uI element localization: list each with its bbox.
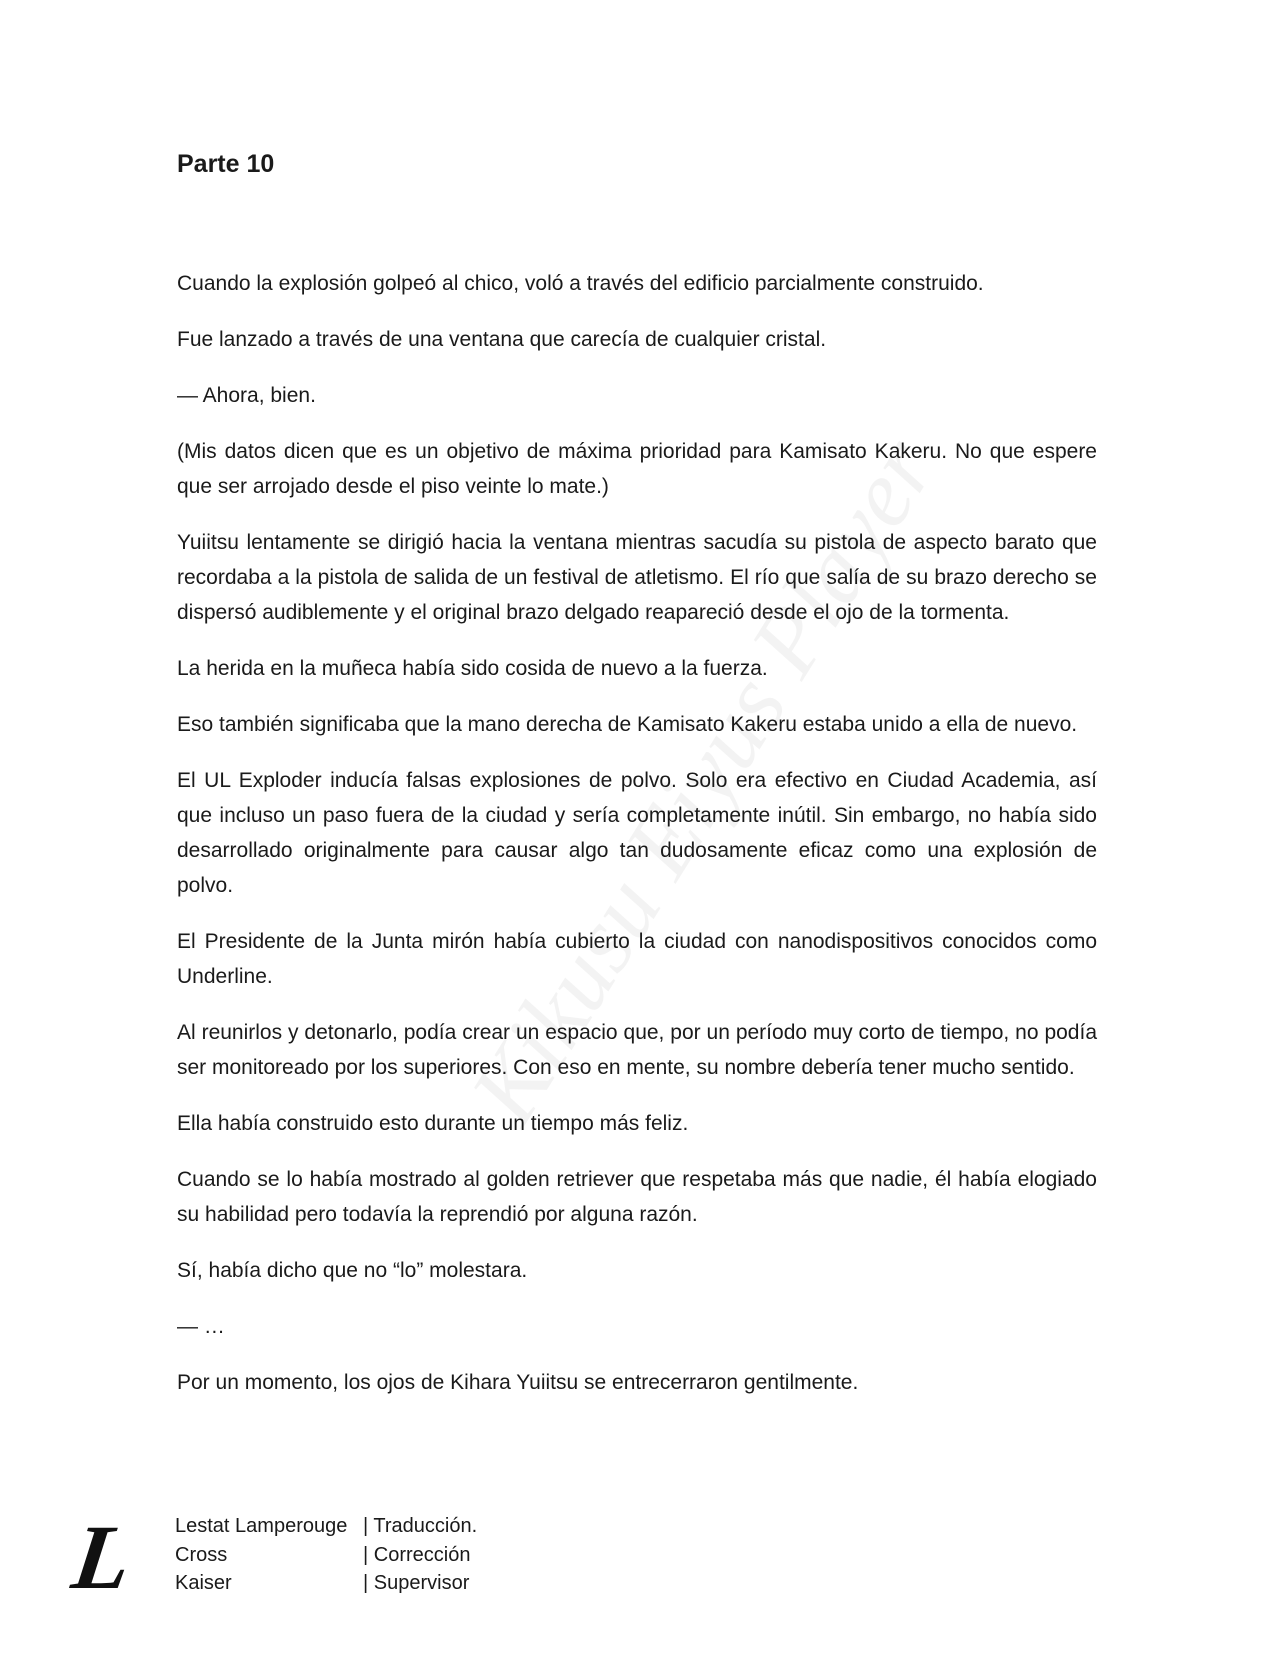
- credit-name: Lestat Lamperouge: [175, 1515, 348, 1537]
- paragraph: Sí, había dicho que no “lo” molestara.: [177, 1259, 528, 1282]
- paragraph: El Presidente de la Junta mirón había cubierto la ciudad con nanodispositivos conocidos como Underline.: [177, 930, 1097, 988]
- chapter-heading: Parte 10: [177, 150, 275, 178]
- credit-role: | Corrección: [363, 1543, 471, 1566]
- paragraph: — …: [177, 1315, 225, 1338]
- body-text: [177, 266, 1097, 1421]
- paragraph: El UL Exploder inducía falsas explosiones de polvo. Solo era efectivo en Ciudad Academia, así que incluso un paso fuera de la ciudad y sería completamente inútil. Sin embargo, no había sido desarrollado originalmente para causar algo tan dudosamente eficaz como una explosión de polvo.: [177, 769, 1097, 897]
- credit-role: | Traducción.: [363, 1515, 478, 1537]
- paragraph: Por un momento, los ojos de Kihara Yuiitsu se entrecerraron gentilmente.: [177, 1371, 859, 1394]
- credit-row: [175, 1512, 477, 1541]
- paragraph: Fue lanzado a través de una ventana que carecía de cualquier cristal.: [177, 328, 827, 351]
- credits-list: [175, 1512, 477, 1598]
- credit-row: [175, 1541, 477, 1570]
- paragraph: La herida en la muñeca había sido cosida de nuevo a la fuerza.: [177, 657, 768, 680]
- paragraph: Al reunirlos y detonarlo, podía crear un espacio que, por un período muy corto de tiempo, no podía ser monitoreado por los superiores. Con eso en mente, su nombre debería tener mucho sentido.: [177, 1021, 1097, 1079]
- paragraph: Cuando la explosión golpeó al chico, voló a través del edificio parcialmente construido.: [177, 272, 984, 295]
- paragraph: Eso también significaba que la mano derecha de Kamisato Kakeru estaba unido a ella de nuevo.: [177, 713, 1078, 736]
- paragraph: Ella había construido esto durante un tiempo más feliz.: [177, 1112, 689, 1135]
- credit-row: [175, 1569, 477, 1598]
- credits-footer: [66, 1506, 674, 1608]
- l-logo-icon: L: [66, 1506, 138, 1608]
- paragraph: Cuando se lo había mostrado al golden retriever que respetaba más que nadie, él había elogiado su habilidad pero todavía la reprendió por alguna razón.: [177, 1168, 1097, 1226]
- paragraph: (Mis datos dicen que es un objetivo de máxima prioridad para Kamisato Kakeru. No que espere que ser arrojado desde el piso veinte lo mate.): [177, 440, 1097, 498]
- credit-name: Kaiser: [175, 1572, 232, 1594]
- paragraph: — Ahora, bien.: [177, 384, 316, 407]
- paragraph: Yuiitsu lentamente se dirigió hacia la ventana mientras sacudía su pistola de aspecto barato que recordaba a la pistola de salida de un festival de atletismo. El río que salía de su brazo derecho se dispersó audiblemente y el original brazo delgado reapareció desde el ojo de la tormenta.: [177, 531, 1097, 624]
- credit-role: | Supervisor: [363, 1572, 470, 1594]
- credit-name: Cross: [175, 1543, 228, 1566]
